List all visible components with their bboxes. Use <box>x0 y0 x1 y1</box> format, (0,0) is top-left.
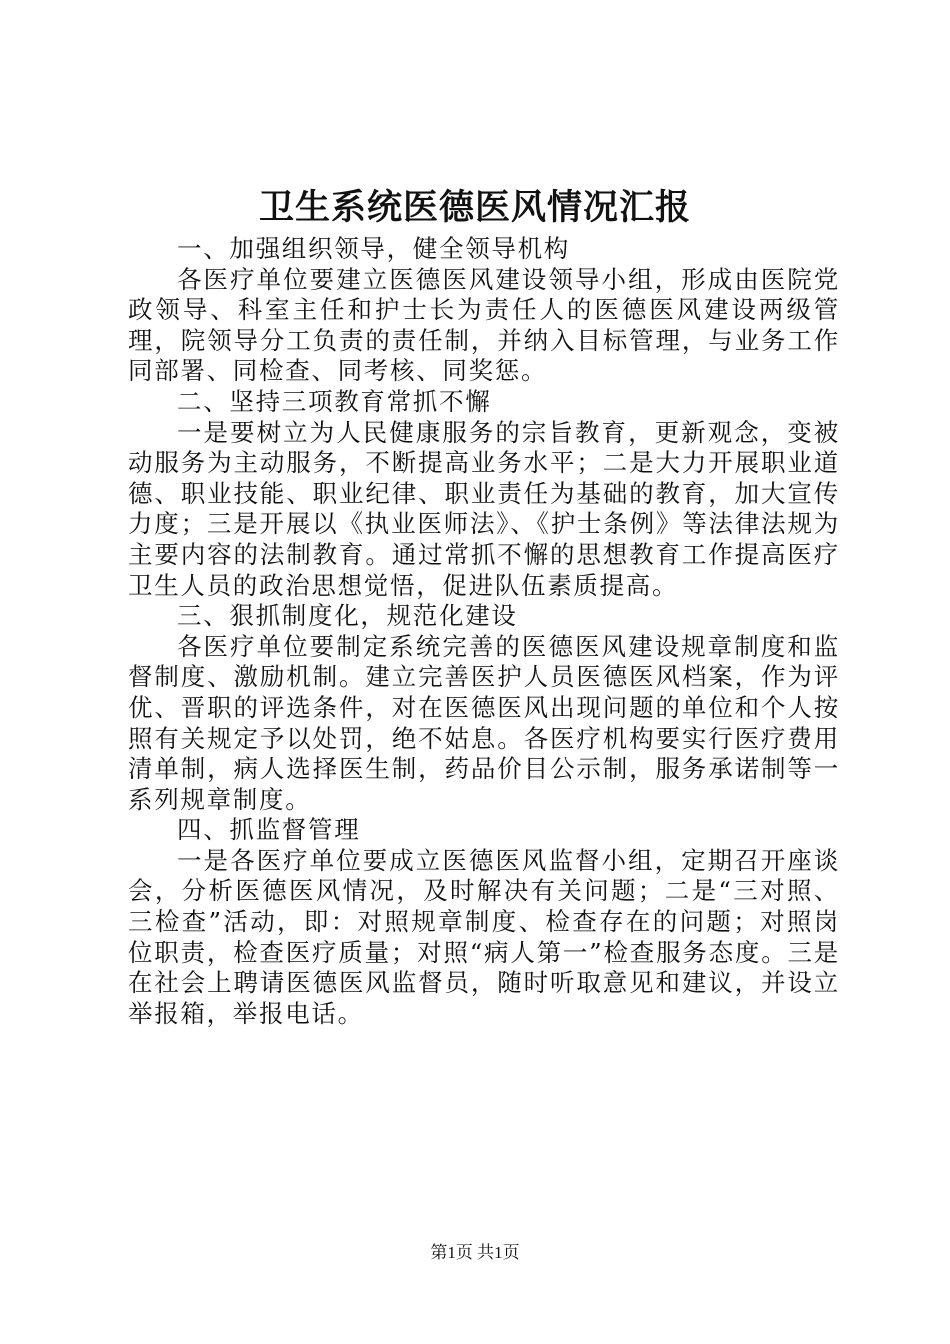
section-heading-1: 一、加强组织领导，健全领导机构 <box>177 234 570 263</box>
section-paragraph-2: 一是要树立为人民健康服务的宗旨教育，更新观念，变被动服务为主动服务，不断提高业务水平；二是大力开展职业道德、职业技能、职业纪律、职业责任为基础的教育，加大宣传力度；三是开展以《执业医师法》、《护士条例》等法律法规为主要内容的法制教育。通过常抓不懈的思想教育工作提高医疗卫生人员的政治思想觉悟，促进队伍素质提高。 <box>128 417 840 600</box>
section-paragraph-4: 一是各医疗单位要成立医德医风监督小组，定期召开座谈会，分析医德医风情况，及时解决有关问题；二是“三对照、三检查”活动，即：对照规章制度、检查存在的问题；对照岗位职责，检查医疗质量；对照“病人第一”检查服务态度。三是在社会上聘请医德医风监督员，随时听取意见和建议，并设立举报箱，举报电话。 <box>128 845 840 1028</box>
document-body <box>128 234 840 1029</box>
section-heading-2: 二、坚持三项教育常抓不懈 <box>177 386 492 416</box>
section-heading-4: 四、抓监督管理 <box>177 815 361 845</box>
section-paragraph-3: 各医疗单位要制定系统完善的医德医风建设规章制度和监督制度、激励机制。建立完善医护人员医德医风档案，作为评优、晋职的评选条件，对在医德医风出现问题的单位和个人按照有关规定予以处罚，绝不姑息。各医疗机构要实行医疗费用清单制，病人选择医生制，药品价目公示制，服务承诺制等一系列规章制度。 <box>128 631 840 814</box>
page-footer: 第1页 共1页 <box>430 1243 520 1262</box>
section-heading-3: 三、狠抓制度化，规范化建设 <box>177 601 518 631</box>
document-title: 卫生系统医德医风情况汇报 <box>258 187 691 228</box>
section-paragraph-1: 各医疗单位要建立医德医风建设领导小组，形成由医院党政领导、科室主任和护士长为责任人的医德医风建设两级管理，院领导分工负责的责任制，并纳入目标管理，与业务工作同部署、同检查、同考核、同奖惩。 <box>128 264 840 386</box>
